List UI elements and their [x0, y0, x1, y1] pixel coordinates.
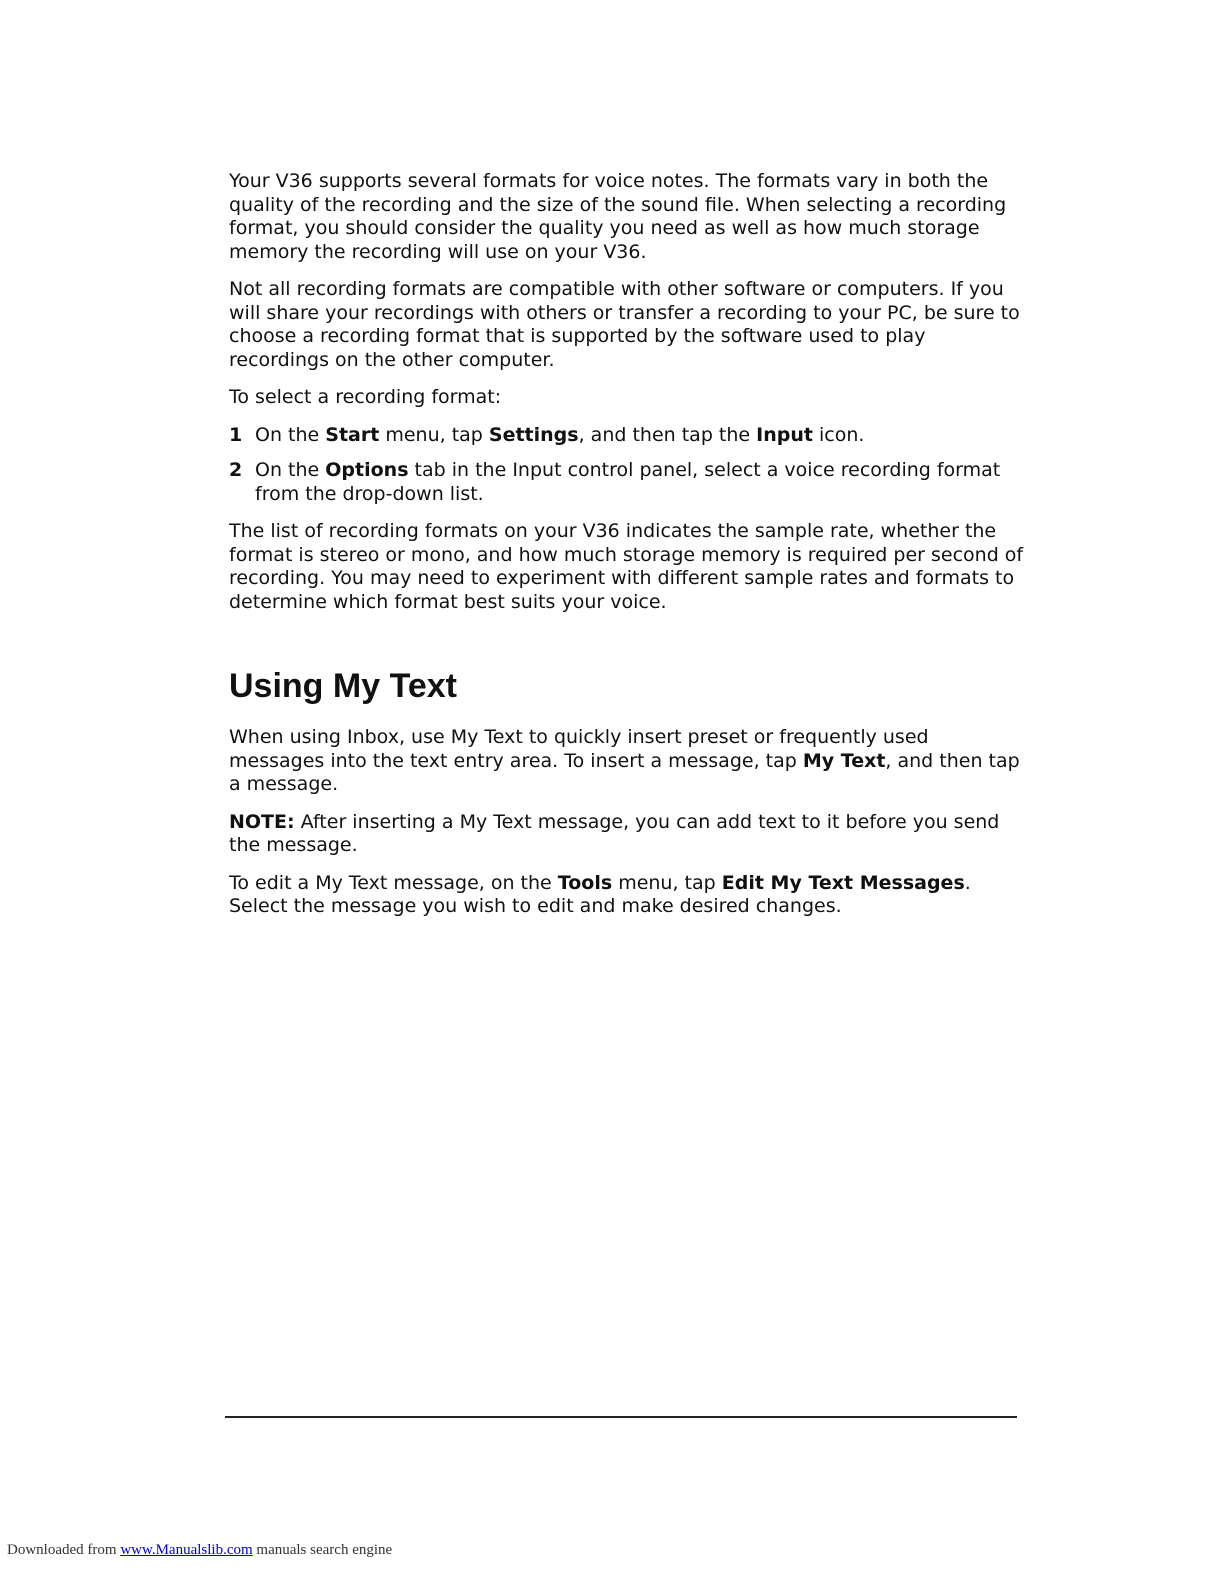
edit-paragraph: To edit a My Text message, on the Tools menu, tap Edit My Text Messages. Select the message you wish to edit and make desired changes. [229, 871, 971, 917]
my-text-paragraph: When using Inbox, use My Text to quickly insert preset or frequently used messages into the text entry area. To insert a message, tap My Text, and then tap a message. [229, 726, 1020, 795]
step-item [229, 424, 1029, 448]
step-text: On the Options tab in the Input control panel, select a voice recording format from the drop-down list. [255, 459, 1001, 505]
my-text-term: My Text [802, 749, 886, 772]
step-number: 1 [229, 423, 243, 446]
footer-rule [225, 1416, 1017, 1418]
intro-paragraph-1: Your V36 supports several formats for voice notes. The formats vary in both the quality of the recording and the size of the sound file. When selecting a recording format, you should consider the quality you need as well as how much storage memory the recording will use on your V36. [229, 170, 1007, 263]
intro-paragraph-2: Not all recording formats are compatible with other software or computers. If you will share your recordings with others or transfer a recording to your PC, be sure to choose a recording format that is supported by the software used to play recordings on the other computer. [229, 278, 1020, 371]
options-term: Options [325, 459, 409, 481]
step-text: On the Start menu, tap Settings, and then tap the Input icon. [255, 423, 865, 446]
start-menu-term: Start [325, 423, 380, 446]
formats-paragraph: The list of recording formats on your V36 indicates the sample rate, whether the format is stereo or mono, and how much storage memory is required per second of recording. You may need to experiment with different sample rates and formats to determine which format best suits your voice. [229, 520, 1024, 613]
note-paragraph: NOTE: After inserting a My Text message, you can add text to it before you send the message. [229, 810, 1000, 856]
steps-list [229, 424, 1029, 507]
manualslib-link[interactable]: www.Manualslib.com [120, 1542, 253, 1558]
download-footer: Downloaded from www.Manualslib.com manuals search engine [7, 1542, 393, 1558]
tools-term: Tools [557, 871, 613, 894]
settings-term: Settings [488, 423, 579, 446]
input-term: Input [756, 423, 813, 446]
edit-my-text-messages-term: Edit My Text Messages [721, 871, 965, 894]
page-content [229, 170, 1029, 933]
note-label: NOTE: [229, 810, 295, 833]
step-number: 2 [229, 459, 243, 481]
section-heading: Using My Text [229, 667, 457, 705]
step-item [229, 459, 1029, 506]
intro-paragraph-3: To select a recording format: [229, 386, 502, 408]
